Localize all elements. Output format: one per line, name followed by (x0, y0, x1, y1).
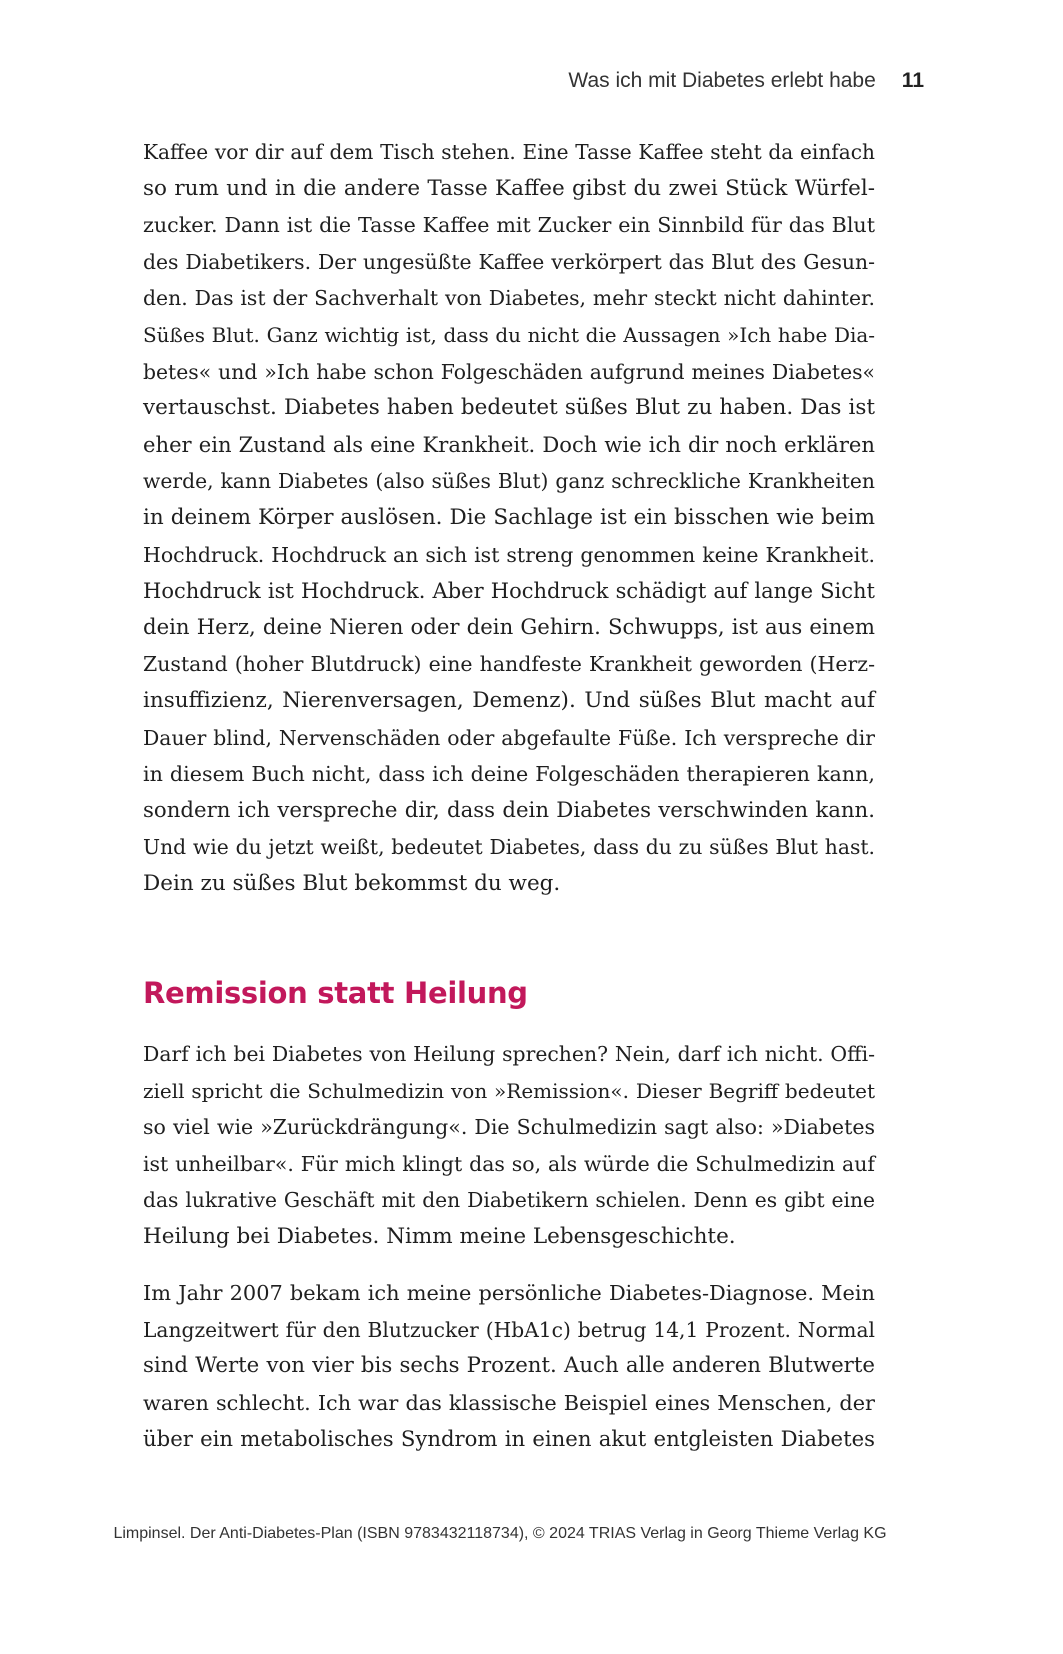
paragraph-2-line: ist unheilbar«. Für mich klingt das so, als würde die Schulmedizin auf (143, 1151, 875, 1176)
paragraph-1-line: eher ein Zustand als eine Krankheit. Doch wie ich dir noch erklären (143, 431, 875, 457)
paragraph-1-line: vertauschst. Diabetes haben bedeutet süßes Blut zu haben. Das ist (143, 395, 875, 421)
section-heading: Remission statt Heilung (143, 976, 528, 1010)
paragraph-1-line: Hochdruck. Hochdruck an sich ist streng genommen keine Krankheit. (143, 542, 875, 567)
paragraph-1-line: Dauer blind, Nervenschäden oder abgefaulte Füße. Ich verspreche dir (143, 725, 875, 750)
paragraph-1-line: zucker. Dann ist die Tasse Kaffee mit Zucker ein Sinnbild für das Blut (143, 213, 875, 238)
paragraph-2-line: das lukrative Geschäft mit den Diabetikern schielen. Denn es gibt eine (143, 1188, 875, 1213)
paragraph-3-line: waren schlecht. Ich war das klassische Beispiel eines Menschen, der (143, 1390, 875, 1415)
paragraph-2-line: Heilung bei Diabetes. Nimm meine Lebensgeschichte. (143, 1223, 736, 1249)
paragraph-1-line: betes« und »Ich habe schon Folgeschäden aufgrund meines Diabetes« (143, 359, 875, 384)
paragraph-2-line: ziell spricht die Schulmedizin von »Remission«. Dieser Begriff bedeutet (143, 1078, 875, 1103)
paragraph-1-line: den. Das ist der Sachverhalt von Diabetes, mehr steckt nicht dahinter. (143, 286, 875, 311)
paragraph-1-line: des Diabetikers. Der ungesüßte Kaffee verkörpert das Blut des Gesun- (143, 249, 875, 274)
paragraph-3-line: über ein metabolisches Syndrom in einen akut entgleisten Diabetes (143, 1426, 875, 1452)
paragraph-1-line: Süßes Blut. Ganz wichtig ist, dass du nicht die Aussagen »Ich habe Dia- (143, 322, 875, 347)
running-head (568, 64, 924, 98)
running-head-title: Was ich mit Diabetes erlebt habe (568, 69, 876, 92)
paragraph-1-line: Zustand (hoher Blutdruck) eine handfeste Krankheit geworden (Herz- (143, 652, 875, 677)
paragraph-1-line: sondern ich verspreche dir, dass dein Diabetes verschwinden kann. (143, 797, 875, 823)
paragraph-1-line: Und wie du jetzt weißt, bedeutet Diabetes, dass du zu süßes Blut hast. (143, 835, 875, 860)
paragraph-2-line: so viel wie »Zurückdrängung«. Die Schulmedizin sagt also: »Diabetes (143, 1115, 875, 1140)
paragraph-3-line: sind Werte von vier bis sechs Prozent. Auch alle anderen Blutwerte (143, 1353, 875, 1379)
paragraph-1-line: Hochdruck ist Hochdruck. Aber Hochdruck schädigt auf lange Sicht (143, 579, 875, 604)
paragraph-1-line: in diesem Buch nicht, dass ich deine Folgeschäden therapieren kann, (143, 762, 875, 787)
paragraph-2-line: Darf ich bei Diabetes von Heilung sprechen? Nein, darf ich nicht. Offi- (143, 1042, 875, 1066)
body-text-section-3 (143, 1275, 875, 1458)
paragraph-1-line: in deinem Körper auslösen. Die Sachlage ist ein bisschen wie beim (143, 504, 875, 530)
paragraph-1-line: Dein zu süßes Blut bekommst du weg. (143, 870, 561, 896)
copyright-footer: Limpinsel. Der Anti-Diabetes-Plan (ISBN 9783432118734), © 2024 TRIAS Verlag in Georg Thieme Verlag KG (113, 1525, 887, 1542)
paragraph-1-line: so rum und in die andere Tasse Kaffee gibst du zwei Stück Würfel- (143, 175, 875, 201)
page-number: 11 (901, 69, 924, 92)
paragraph-3-line: Langzeitwert für den Blutzucker (HbA1c) betrug 14,1 Prozent. Normal (143, 1317, 875, 1342)
paragraph-2 (143, 1036, 875, 1256)
paragraph-1-line: dein Herz, deine Nieren oder dein Gehirn. Schwupps, ist aus einem (143, 614, 875, 640)
paragraph-1-line: insuffizienz, Nierenversagen, Demenz). Und süßes Blut macht auf (143, 687, 875, 713)
paragraph-3 (143, 1275, 875, 1458)
body-text-section-2 (143, 1036, 875, 1256)
body-text-section-1 (143, 134, 875, 902)
paragraph-1 (143, 134, 875, 902)
paragraph-1-line: werde, kann Diabetes (also süßes Blut) ganz schreckliche Krankheiten (143, 469, 875, 494)
paragraph-3-line: Im Jahr 2007 bekam ich meine persönliche Diabetes-Diagnose. Mein (143, 1281, 875, 1305)
paragraph-1-line: Kaffee vor dir auf dem Tisch stehen. Eine Tasse Kaffee steht da einfach (143, 140, 875, 164)
